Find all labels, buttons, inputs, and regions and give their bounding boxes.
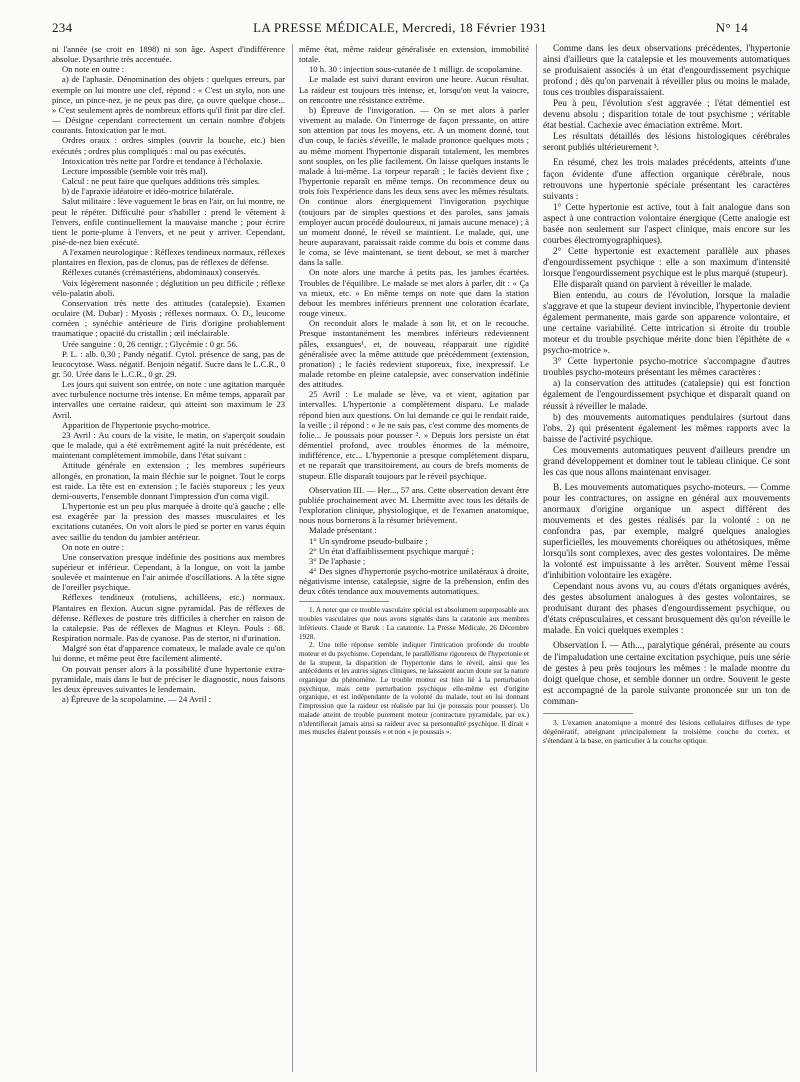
- paragraph: Observation III. — Her..., 57 ans. Cette observation devant être publiée prochainement avec M. Lhermitte avec tous les détails de l'exploration clinique, physiologique, et de l'examen anatomique, nous nous bornerons à la résumer brièvement.: [299, 484, 529, 526]
- paragraph: Lecture impossible (semble voir très mal).: [62, 165, 208, 176]
- paragraph: Ordres oraux : ordres simples (ouvrir la bouche, etc.) bien exécutés ; ordres plus compliqués : mal ou pas exécutés.: [52, 135, 285, 156]
- paragraph: 2° Cette hypertonie est exactement parallèle aux phases d'engourdissement psychique : elle a son maximum d'intensité lorsque l'engourdissement psychique est le plus marqué (stupeur).: [543, 246, 790, 279]
- paragraph: Les jours qui suivent son entrée, on note : une agitation marquée avec turbulence nocturne très intense. En même temps, apparaît par intervalles une certaine raideur, qui atteint son maximum le 23 Avril.: [52, 379, 285, 420]
- paragraph: Les résultats détaillés des lésions histologiques cérébrales seront publiés ultérieurement ³.: [543, 132, 790, 154]
- paragraph: 1° Cette hypertonie est active, tout à fait analogue dans son aspect à une contraction volontaire énergique (Cette analogie est basée non seulement sur l'aspect clinique, mais encore sur les courbes électromyographiques).: [543, 202, 790, 246]
- paragraph: Salut militaire : lève vaguement le bras en l'air, on lui montre, ne peut le répéter. Difficulté pour s'habiller : prend le vêtement à l'envers, enfile continuellement la mauvaise manche ; pour écrire tient le porte-plume à l'envers, et ne peut y arriver. Cependant, pisé-de-nez bien exécuté.: [52, 196, 285, 247]
- paragraph: Urée sanguine : 0, 26 centigr. ; Glycémie : 0 gr. 56.: [62, 338, 238, 349]
- paragraph: Bien entendu, au cours de l'évolution, lorsque la maladie s'aggrave et que la stupeur devient invincible, l'hypertonie devient également permanente, mais garde son apparence volontaire, et une certaine variabilité. Cette intrication si étroite du trouble moteur et du trouble psychique mérite donc bien l'épithète de « psycho-motrice ».: [543, 291, 790, 357]
- paragraph: L'hypertonie est un peu plus marquée à droite qu'à gauche ; elle est exagérée par la pression des masses musculaires et les excitations cutanées. On voit alors le pied se porter en varus équin avec saillie du tendon du jambier antérieur.: [52, 501, 285, 542]
- paragraph: a) Épreuve de la scopolamine. — 24 Avril :: [62, 694, 211, 704]
- paragraph: Apparition de l'hypertonie psycho-motrice.: [62, 419, 211, 430]
- paragraph: 3° Cette hypertonie psycho-motrice s'accompagne d'autres troubles psycho-moteurs présentant les mêmes caractères :: [543, 357, 790, 379]
- paragraph: 25 Avril : Le malade se lève, va et vient, agitation par intervalles. L'hypertonie a complètement disparu. Le malade répond bien aux questions. On lui demande ce qui le rendait raide, la veille ; il répond : « Je ne sais pas, c'est comme des moments de folie... Je poussais pour pousser ². » Depuis lors persiste un état démentiel profond, avec troubles énormes de la mémoire, indifférence, etc... L'hypertonie a presque complètement disparu, et ne reparaît que transitoirement, au cours de brefs moments de stupeur. Elle disparaît toujours par le réveil psychique.: [299, 389, 529, 481]
- footnote-rule: [543, 713, 633, 714]
- column-left: [52, 44, 285, 1072]
- footnotes: [543, 718, 790, 745]
- page-header: [52, 18, 748, 40]
- paragraph: Attitude générale en extension ; les membres supérieurs allongés, en pronation, la main fléchie sur le poignet. Tout le corps est raide. La tête est en extension ; le faciès stuporeux ; les yeux demi-ouverts, l'ensemble donnant l'impression d'un coma vigil.: [52, 460, 285, 501]
- footnote: 1. A noter que ce trouble vasculaire spécial est absolument superposable aux troubles vasculaires que nous avons signalés dans la catatonie aux membres inférieurs. Claude et Baruk : La catatonie. La Presse Médicale, 26 Décembre 1928.: [299, 606, 529, 641]
- paragraph: Réflexes tendineux (rotuliens, achilléens, etc.) normaux. Plantaires en flexion. Aucun signe pyramidal. Pas de réflexes de défense. Réflexes de posture très difficiles à chercher en raison de la catalepsie. Pas de réflexes de Magnus et Kleyn. Pouls : 68. Respiration normale. Pas de cyanose. Pas de stertor, ni d'urination.: [52, 592, 285, 644]
- paragraph: Le malade est suivi durant environ une heure. Aucun résultat. La raideur est toujours très intense, et, lorsqu'on veut la vaincre, on rencontre une résistance extrême.: [299, 74, 529, 105]
- paragraph: Elle disparaît quand on parvient à réveiller le malade.: [553, 279, 753, 290]
- paragraph: On pouvait penser alors à la possibilité d'une hypertonie extra-pyramidale, mais dans le but de préciser le diagnostic, nous faisons les deux épreuves suivantes le lendemain.: [52, 663, 285, 694]
- paragraph: ni l'année (se croit en 1898) ni son âge. Aspect d'indifférence absolue. Dysarthrie très accentuée.: [52, 44, 285, 65]
- page-number: 234: [52, 20, 73, 35]
- paragraph: P. L. : alb. 0,30 ; Pandy négatif. Cytol. présence de sang, pas de leucocytose. Wass. négatif. Benjoin négatif. Sucre dans le L.C.R., 0 gr. 50. Urée dans le L.C.R., 0 gr. 29.: [52, 348, 285, 379]
- paragraph: Malgré son état d'apparence comateux, le malade avale ce qu'on lui donne, et même peut être facilement alimenté.: [52, 643, 285, 664]
- paragraph: B. Les mouvements automatiques psycho-moteurs. — Comme pour les contractures, on assigne en général aux mouvements anormaux d'origine organique un aspect différent des mouvements et des gestes réalisés par la volonté : on ne confondra pas, par exemple, malgré quelques analogies superficielles, les mouvements choréiques ou athétosiques, même lorsqu'ils sont complexes, avec des gestes volontaires. De même la volonté est impuissante à les arrêter. Souvent même l'essai d'inhibition volontaire les exagère.: [543, 482, 790, 582]
- paragraph: Réflexes cutanés (crémastériens, abdominaux) conservés.: [62, 267, 261, 278]
- article-body: [52, 44, 790, 1074]
- issue-number: N° 14: [715, 20, 748, 35]
- paragraph: On note en outre :: [62, 541, 125, 552]
- paragraph: 10 h. 30 : injection sous-cutanée de 1 milligr. de scopolamine.: [309, 64, 523, 75]
- paragraph: 3° De l'aphasie ;: [309, 555, 366, 566]
- paragraph: Une conservation presque indéfinie des positions aux membres supérieur et inférieur. Cependant, à la longue, on voit la jambe soulevée et maintenue en l'air animée d'oscillations. A la tête signe de l'oreiller psychique.: [52, 551, 285, 593]
- paragraph: b) Épreuve de l'invigoration. — On se met alors à parler vivement au malade. On l'interroge de façon pressante, on attire son attention par tous les moyens, etc. A un moment donné, tout d'un coup, le faciès s'éveille, le malade prononce quelques mots ; au même moment l'hypertonie disparaît totalement, les membres sont souples, on les plie facilement. On laisse quelques instants le malade à lui-même. La torpeur reparaît ; le faciès devient fixe ; l'hypertonie reparaît en même temps. On recommence deux ou trois fois l'expérience dans les deux sens avec les mêmes résultats. On continue alors énergiquement l'invigoration psychique (toujours par de simples questions et des paroles, sans jamais employer aucun procédé douloureux, ni jamais aucune menace) ; à un moment donné, le réveil se maintient. Le malade, qui, une heure auparavant, paraissait raide comme du bois et comme dans le coma, se lève maintenant, se tient debout, se met à marcher dans la salle.: [299, 104, 529, 268]
- paragraph: Observation I. — Ath..., paralytique général, présente au cours de l'impaludation une certaine excitation psychique, puis une série de gestes à peu près toujours les mêmes : le malade montre du doigt quelque chose, et semble donner un ordre. Souvent le geste est accompagné de la parole suivante prononcée sur un ton de comman-: [543, 641, 790, 707]
- footnotes: [299, 606, 529, 737]
- paragraph: En résumé, chez les trois malades précédents, atteints d'une façon évidente d'une affection organique cérébrale, nous retrouvons une hypertonie spéciale présentant les caractères suivants :: [543, 158, 790, 202]
- paragraph: Ces mouvements automatiques peuvent d'ailleurs prendre un grand développement et dominer tout le tableau clinique. Ce sont les cas que nous allons maintenant envisager.: [543, 445, 790, 478]
- column-right: [543, 44, 790, 1072]
- column-divider: [536, 44, 537, 1072]
- paragraph: a) la conservation des attitudes (catalepsie) qui est fonction également de l'engourdissement psychique et disparaît quand on réussit à réveiller le malade.: [543, 379, 790, 412]
- paragraph: a) de l'aphasie. Dénomination des objets : quelques erreurs, par exemple on lui montre une clef, répond : « C'est un stylo, non une pince, un pince-nez, je ne peux pas dire, ça ouvre quelque chose... » C'est seulement après de nombreux efforts qu'il finit par dire clef. — Désigne cependant correctement un certain nombre d'objets courants. Intoxication par le mot.: [52, 74, 285, 136]
- paragraph: On reconduit alors le malade à son lit, et on le recouche. Presque instantanément les membres inférieurs redeviennent pâles, exsangues¹, et, de nouveau, réapparait une rigidité généralisée avec la même attitude que précédemment (extension, pronation) ; le faciès redevient stuporeux, fixe, inexpressif. Le malade retombe en pleine catalepsie, avec conservation indéfinie des attitudes.: [299, 318, 529, 390]
- footnote: 2. Une telle réponse semble indiquer l'intrication profonde du trouble moteur et du psychisme. Cependant, le parallélisme rigoureux de l'hypertonie et de la stupeur, la disparition de l'hypertonie dans le réveil, ainsi que les antécédents et les autres signes cliniques, ne laissaient aucun doute sur la nature organique du phénomène. Le trouble moteur est bien lié à la perturbation psychique, mais cette perturbation psychique elle-même est d'origine organique, et est indépendante de la volonté du malade, tout en lui donnant l'impression que la raideur est réalisée par lui (je poussais pour pousser). Un malade atteint de trouble purement moteur (contracture pyramidale, par ex.) n'identifierait jamais ainsi sa raideur avec sa personnalité psychique. Il dirait « mes muscles étaient poussés » et non « je poussais ».: [299, 641, 529, 737]
- paragraph: Conservation très nette des attitudes (catalepsie). Examen oculaire (M. Dubar) : Myosis ; réflexes normaux. O. D., leucome cornéen ; synéchie antérieure de l'iris d'origine probablement traumatique ; opacité du cristallin ; œil inéclairable.: [52, 297, 285, 339]
- paragraph: On note en outre :: [62, 64, 125, 75]
- footnote: 3. L'examen anatomique a montré des lésions cellulaires diffuses de type dégénératif, atteignant principalement la troisième couche du cortex, et s'étendant à la base, en particulier à la couche optique.: [543, 717, 790, 745]
- column-divider: [292, 44, 293, 1072]
- paragraph: même état, même raideur généralisée en extension, immobilité totale.: [299, 44, 529, 65]
- paragraph: Malade présentant :: [309, 525, 377, 536]
- paragraph: 4° Des signes d'hypertonie psycho-motrice unilatéraux à droite, négativisme intense, catalepsie, signe de la préhension, enfin des deux côtés tendance aux mouvements automatiques.: [299, 565, 529, 597]
- paragraph: 1° Un syndrome pseudo-bulbaire ;: [309, 535, 428, 546]
- paragraph: 23 Avril : Au cours de la visite, le matin, on s'aperçoit soudain que le malade, qui a été extrêmement agité la nuit précédente, est maintenant complètement immobile, dans l'état suivant :: [52, 429, 285, 461]
- paragraph: b) de l'apraxie idéatoire et idéo-motrice bilatérale.: [62, 186, 234, 197]
- paragraph: b) des mouvements automatiques pendulaires (surtout dans l'obs. 2) qui présentent également les mêmes rapports avec la baisse de l'activité psychique.: [543, 412, 790, 445]
- paragraph: Comme dans les deux observations précédentes, l'hypertonie ainsi d'ailleurs que la catalepsie et les mouvements automatiques se produisaient associés à un état d'engourdissement psychique profond ; dès qu'on parvenait à réveiller plus ou moins le malade, tous ces troubles disparaissaient.: [543, 44, 790, 99]
- footnote-rule: [299, 601, 389, 602]
- paragraph: On note alors une marche à petits pas, les jambes écartées. Troubles de l'équilibre. Le malade se met alors à parler, dit : « Ça va mieux, etc. » En même temps on note que dans la station debout les membres inférieurs prennent une coloration écarlate, rouge vineux.: [299, 267, 529, 319]
- paragraph: Calcul : ne peut faire que quelques additions très simples.: [62, 176, 261, 187]
- paragraph: Cependant nous avons vu, au cours d'états organiques avérés, des gestes absolument analogues à des gestes volontaires, se produisant durant des phases d'engourdissement psychique, ou d'états crépusculaires, et cessant brusquement dès qu'on réveille le malade. En voici quelques exemples :: [543, 582, 790, 637]
- paragraph: Peu à peu, l'évolution s'est aggravée ; l'état démentiel est devenu absolu ; disparition totale de tout psychisme ; véritable état bestial. Cachexie avec émaciation extrême. Mort.: [543, 99, 790, 132]
- paragraph: Intoxication très nette par l'ordre et tendance à l'écholaxie.: [62, 155, 263, 166]
- paragraph: Voix légèrement nasonnée ; déglutition un peu difficile ; réflexe vélo-palatin aboli.: [52, 277, 285, 298]
- paragraph: A l'examen neurologique : Réflexes tendineux normaux, réflexes plantaires en flexion, pas de clonus, pas de réflexes de défense.: [52, 247, 285, 268]
- paragraph: 2° Un état d'affaiblissement psychique marqué ;: [309, 545, 474, 556]
- journal-title: LA PRESSE MÉDICALE, Mercredi, 18 Février 1931: [253, 20, 547, 35]
- column-middle: [299, 44, 529, 1072]
